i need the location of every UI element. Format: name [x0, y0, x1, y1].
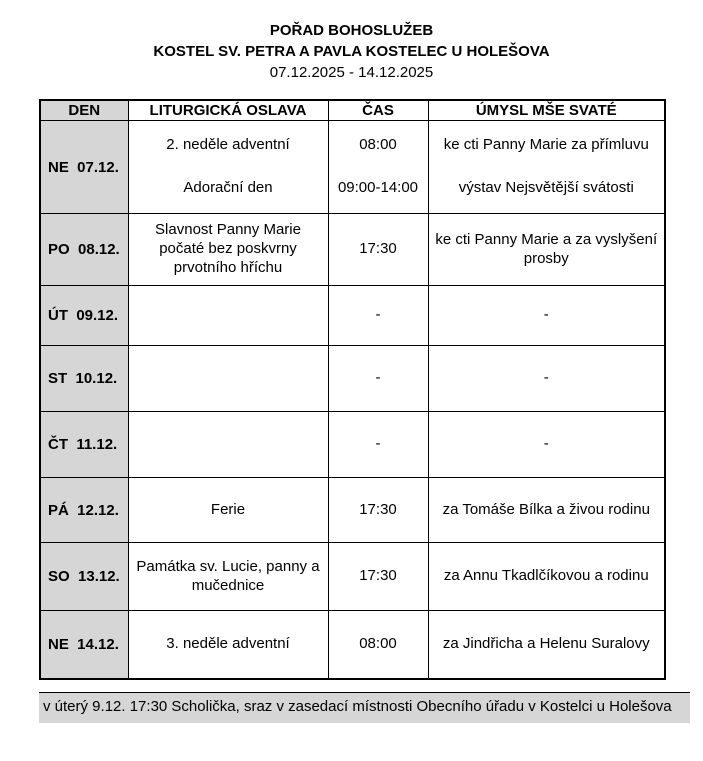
celebration-cell-text: Ferie [210, 500, 246, 518]
celebration-cell [128, 121, 328, 214]
table-row [40, 121, 665, 214]
page-title: POŘAD BOHOSLUŽEB [269, 22, 434, 39]
day-cell-text: ST 10.12. [48, 370, 118, 387]
day-cell-text: ČT 11.12. [48, 436, 118, 453]
day-cell [40, 346, 128, 412]
time-cell [328, 286, 428, 346]
intention-cell-text: za Jindřicha a Helenu Suralovy [442, 634, 650, 652]
time-cell [328, 214, 428, 286]
time-cell-text: - [375, 306, 381, 324]
day-cell-text: SO 13.12. [48, 568, 120, 585]
time-cell-text: 17:30 [359, 500, 397, 518]
date-range: 07.12.2025 - 14.12.2025 [269, 64, 434, 81]
footer-note: v úterý 9.12. 17:30 Scholička, sraz v zasedací místnosti Obecního úřadu v Kostelci u Holešova [39, 692, 690, 724]
celebration-cell-text: 3. neděle adventní [166, 634, 290, 652]
celebration-cell [128, 478, 328, 543]
day-cell [40, 543, 128, 611]
celebration-cell [128, 346, 328, 412]
time-cell-text: 17:30 [359, 240, 397, 258]
intention-cell-text: ke cti Panny Marie za přímluvu [443, 136, 649, 154]
table-row [40, 478, 665, 543]
time-cell-text: 08:00 [359, 136, 397, 154]
day-cell-text: PÁ 12.12. [48, 501, 119, 519]
intention-cell-text: - [543, 369, 549, 387]
celebration-cell [128, 412, 328, 478]
time-cell [328, 543, 428, 611]
intention-cell-text: za Annu Tkadlčíkovou a rodinu [443, 567, 649, 585]
time-cell [328, 478, 428, 543]
day-cell [40, 286, 128, 346]
column-header-liturgicka-oslava: LITURGICKÁ OSLAVA [128, 100, 328, 121]
day-cell [40, 611, 128, 679]
intention-cell [428, 412, 665, 478]
table-row [40, 214, 665, 286]
celebration-cell-text: Slavnost Panny Marie počaté bez poskvrny prvotního hříchu [155, 221, 301, 276]
day-cell-text: ÚT 09.12. [48, 307, 119, 324]
celebration-cell-text: Adorační den [183, 179, 273, 196]
day-cell [40, 412, 128, 478]
schedule-table-header [40, 100, 665, 121]
intention-cell-text: - [543, 306, 549, 324]
day-cell-text: NE 07.12. [48, 158, 119, 176]
day-cell [40, 214, 128, 286]
intention-cell [428, 121, 665, 214]
time-cell [328, 121, 428, 214]
time-cell [328, 412, 428, 478]
intention-cell [428, 286, 665, 346]
time-cell [328, 346, 428, 412]
page-subtitle: KOSTEL SV. PETRA A PAVLA KOSTELEC U HOLEŠOVA [153, 43, 550, 60]
day-cell [40, 478, 128, 543]
time-cell-text: 17:30 [359, 567, 397, 585]
celebration-cell [128, 611, 328, 679]
intention-cell [428, 346, 665, 412]
document-header [39, 20, 664, 83]
table-row [40, 412, 665, 478]
table-row [40, 611, 665, 679]
time-cell [328, 611, 428, 679]
celebration-cell [128, 214, 328, 286]
schedule-body [40, 121, 665, 679]
header-row [40, 100, 665, 121]
schedule-table [39, 99, 666, 680]
time-cell-text: 09:00-14:00 [337, 179, 419, 196]
table-row [40, 543, 665, 611]
column-header-umysl: ÚMYSL MŠE SVATÉ [428, 100, 665, 121]
intention-cell [428, 543, 665, 611]
celebration-cell [128, 286, 328, 346]
column-header-den: DEN [40, 100, 128, 121]
intention-cell [428, 611, 665, 679]
column-header-cas: ČAS [328, 100, 428, 121]
day-cell [40, 121, 128, 214]
intention-cell-text: za Tomáše Bílka a živou rodinu [442, 500, 650, 518]
table-row [40, 346, 665, 412]
time-cell-text: 08:00 [359, 634, 397, 652]
time-cell-text: - [375, 435, 381, 453]
celebration-cell-text: Památka sv. Lucie, panny a mučednice [136, 557, 320, 594]
celebration-cell [128, 543, 328, 611]
celebration-cell-text: 2. neděle adventní [166, 136, 290, 154]
intention-cell-text: ke cti Panny Marie a za vyslyšení prosby [435, 230, 658, 267]
day-cell-text: PO 08.12. [48, 241, 120, 258]
intention-cell-text: výstav Nejsvětější svátosti [458, 179, 634, 196]
day-cell-text: NE 14.12. [48, 635, 119, 653]
intention-cell-text: - [543, 435, 549, 453]
intention-cell [428, 214, 665, 286]
table-row [40, 286, 665, 346]
time-cell-text: - [375, 369, 381, 387]
intention-cell [428, 478, 665, 543]
